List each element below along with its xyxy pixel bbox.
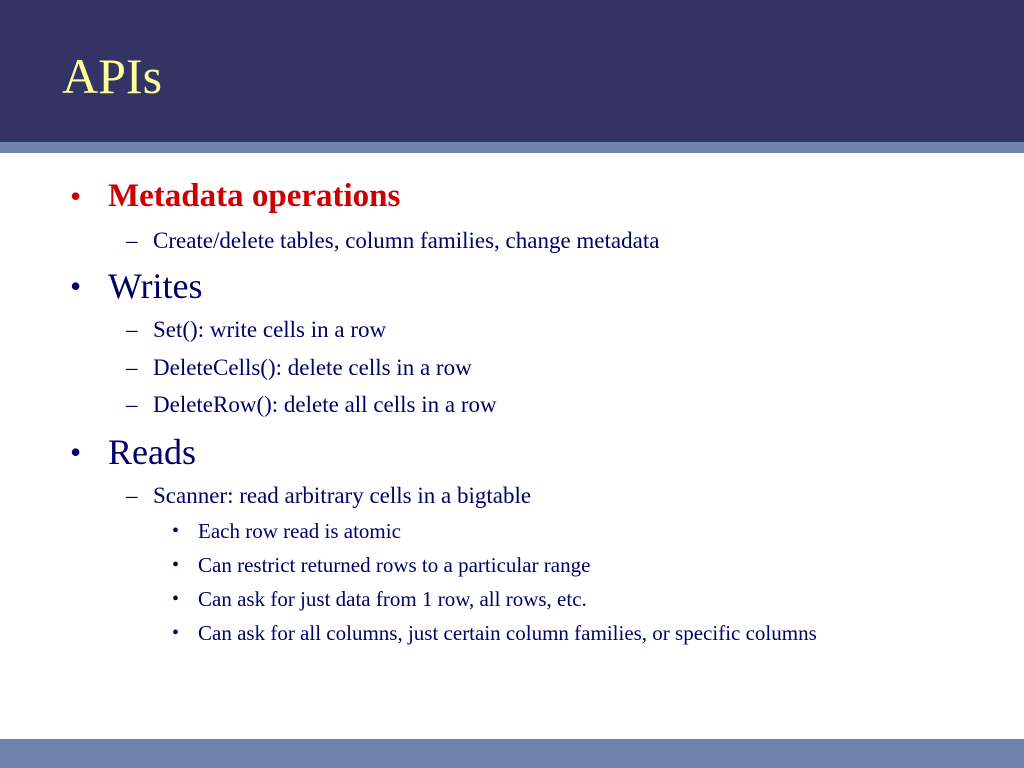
dash-marker: – <box>126 317 138 342</box>
bullet-marker: • <box>172 554 180 576</box>
bullet-marker: • <box>70 434 82 470</box>
dash-marker: – <box>126 228 138 253</box>
subbullet-text: DeleteRow(): delete all cells in a row <box>153 392 497 417</box>
bullet-marker: • <box>70 268 82 304</box>
bullet-text: Reads <box>108 432 196 472</box>
subsubbullet-text: Can restrict returned rows to a particular range <box>198 553 591 577</box>
bullet-text: Metadata operations <box>108 178 401 214</box>
bullet-marker: • <box>172 588 180 610</box>
subbullet-text: Create/delete tables, column families, change metadata <box>153 228 660 253</box>
slide-title: APIs <box>62 48 163 104</box>
subbullet-text: DeleteCells(): delete cells in a row <box>153 355 472 380</box>
subsubbullet-text: Each row read is atomic <box>198 519 401 543</box>
subbullet-text: Set(): write cells in a row <box>153 317 387 342</box>
bullet-marker: • <box>172 520 180 542</box>
bullet-text: Writes <box>108 266 203 306</box>
footer-bar <box>0 739 1024 768</box>
subbullet-text: Scanner: read arbitrary cells in a bigtable <box>153 483 532 508</box>
subsubbullet-text: Can ask for all columns, just certain column families, or specific columns <box>198 621 817 645</box>
bullet-marker: • <box>172 622 180 644</box>
dash-marker: – <box>126 355 138 380</box>
bullet-marker: • <box>70 178 82 214</box>
dash-marker: – <box>126 483 138 508</box>
title-accent-stripe <box>0 142 1024 153</box>
dash-marker: – <box>126 392 138 417</box>
subsubbullet-text: Can ask for just data from 1 row, all rows, etc. <box>198 587 587 611</box>
